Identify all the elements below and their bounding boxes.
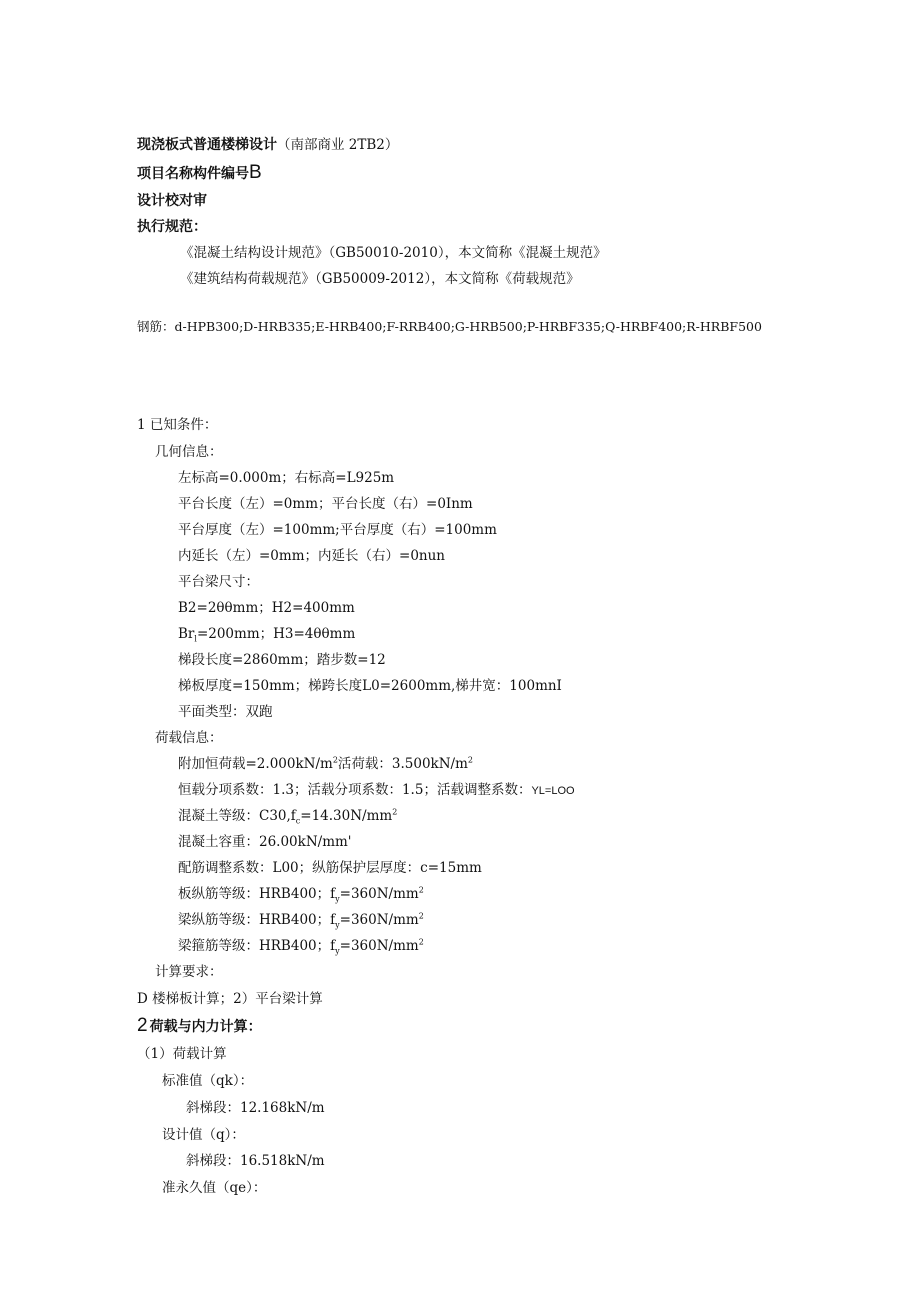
load-calc-subheading: （1）荷载计算 — [137, 1046, 227, 1062]
superscript: 2 — [418, 937, 424, 947]
text-run: 梁箍筋等级：HRB400；f — [178, 938, 336, 954]
text-run: 板纵筋等级：HRB400；f — [178, 886, 336, 902]
quasi-permanent-label: 准永久值（qe）： — [162, 1180, 267, 1196]
steel-grade-beam-long — [178, 911, 424, 929]
text-run: =360N/mm — [339, 886, 419, 902]
text-run: 附加恒荷载=2.000kN/m — [178, 756, 333, 772]
section-1-heading: 1 已知条件： — [137, 417, 218, 433]
load-factors — [178, 781, 575, 800]
text-run: =360N/mm — [339, 938, 419, 954]
design-value-label: 设计值（q）： — [162, 1127, 245, 1143]
calc-heading: 计算要求： — [155, 964, 223, 980]
superscript: 2 — [418, 911, 424, 921]
subscript: l — [194, 634, 197, 644]
design-value-slab: 斜梯段：16.518kN/m — [186, 1153, 325, 1169]
geometry-slab-thickness: 梯板厚度=150mm；梯跨长度L0=2600mm,梯井宽：100mnI — [178, 678, 562, 694]
norms-heading: 执行规范： — [137, 219, 207, 235]
subscript: y — [335, 894, 340, 904]
geometry-platform-length: 平台长度（左）=0mm；平台长度（右）=0Inm — [178, 496, 473, 512]
sign-line: 设计校对审 — [137, 193, 207, 209]
project-code: B — [249, 162, 262, 183]
section-number: 2 — [137, 1015, 148, 1036]
section-title: 荷载与内力计算： — [149, 1019, 262, 1035]
rebar-adjust-cover: 配筋调整系数：L00；纵筋保护层厚度：c=15mm — [178, 860, 482, 876]
geometry-beam-b2: B2=2θθmm；H2=400mm — [178, 600, 355, 616]
calc-items: D 楼梯板计算；2）平台梁计算 — [137, 991, 323, 1007]
text-run: 恒载分项系数：1.3；活载分项系数：1.5；活载调整系数： — [178, 782, 532, 798]
text-run: 活荷载：3.500kN/m — [337, 756, 468, 772]
concrete-unit-weight: 混凝土容重：26.00kN/mm' — [178, 834, 352, 850]
superscript: 2 — [418, 885, 424, 895]
superscript: 2 — [392, 807, 398, 817]
title-main: 现浇板式普通楼梯设计 — [137, 137, 277, 153]
norm-item: 《建筑结构荷载规范》（GB50009-2012），本文简称《荷载规范》 — [180, 271, 580, 287]
rebar-legend: 钢筋：d-HPB300;D-HRB335;E-HRB400;F-RRB400;G-HRB500;P-HRBF335;Q-HRBF400;R-HRBF500 — [137, 319, 762, 334]
geometry-elevation: 左标高=0.000m；右标高=L925m — [178, 470, 395, 486]
text-run: Br — [178, 626, 195, 642]
subscript: c — [295, 816, 301, 826]
geometry-plan-type: 平面类型：双跑 — [178, 704, 273, 720]
geometry-beam-size-label: 平台梁尺寸： — [178, 574, 259, 590]
document-title — [137, 136, 398, 154]
norm-item: 《混凝土结构设计规范》（GB50010-2010），本文简称《混凝土规范》 — [180, 245, 607, 261]
project-label: 项目名称构件编号 — [137, 166, 249, 182]
subscript: y — [335, 946, 340, 956]
text-run: =14.30N/mm — [300, 808, 393, 824]
steel-grade-slab — [178, 885, 424, 903]
steel-grade-beam-stirrup — [178, 937, 424, 955]
geometry-heading: 几何信息： — [155, 444, 223, 460]
superscript: 2 — [467, 755, 473, 765]
superscript: 2 — [332, 755, 338, 765]
geometry-platform-thickness: 平台厚度（左）=100mm;平台厚度（右）=100mm — [178, 522, 497, 538]
text-run: YL=LOO — [531, 785, 575, 797]
load-dead-live — [178, 755, 473, 773]
title-project: （南部商业 2TB2） — [277, 137, 399, 153]
standard-value-slab: 斜梯段：12.168kN/m — [186, 1100, 325, 1116]
standard-value-label: 标准值（qk）： — [162, 1073, 254, 1089]
geometry-beam-br — [178, 625, 355, 643]
text-run: 混凝土等级：C30,f — [178, 808, 296, 824]
geometry-inner-extension: 内延长（左）=0mm；内延长（右）=0nun — [178, 548, 445, 564]
text-run: =360N/mm — [339, 912, 419, 928]
text-run: 梁纵筋等级：HRB400；f — [178, 912, 336, 928]
text-run: =200mm；H3=4θθmm — [196, 626, 356, 642]
geometry-flight-length: 梯段长度=2860mm；踏步数=12 — [178, 652, 386, 668]
project-line — [137, 164, 262, 183]
section-2-heading — [137, 1017, 262, 1036]
load-heading: 荷载信息： — [155, 730, 223, 746]
subscript: y — [335, 920, 340, 930]
concrete-grade — [178, 807, 397, 825]
